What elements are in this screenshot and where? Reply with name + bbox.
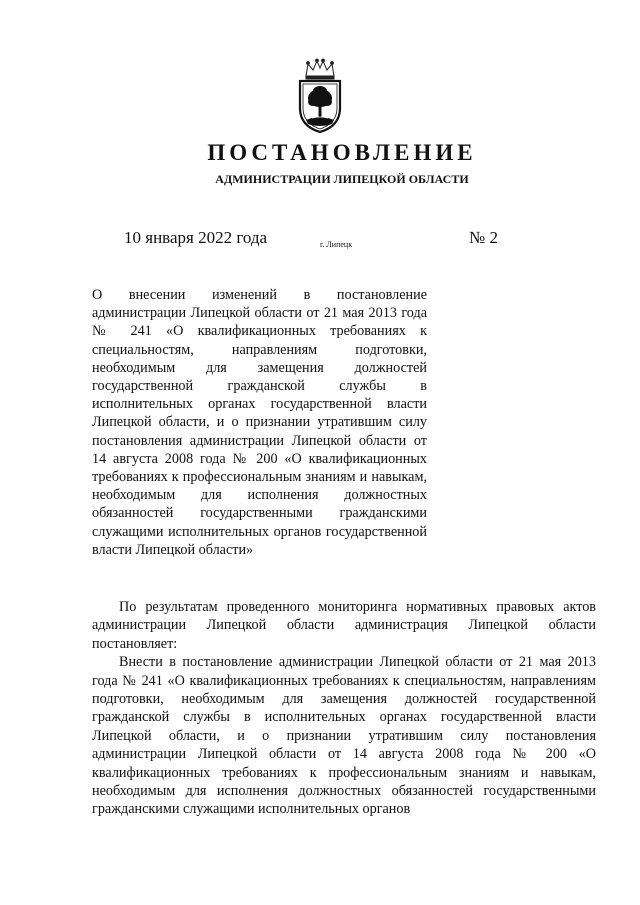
document-date: 10 января 2022 года bbox=[124, 228, 268, 247]
document-number: № 2 bbox=[469, 228, 498, 247]
paragraph-preamble: По результатам проведенного мониторинга нормативных правовых актов администрации Липецкой области администрация Липецкой области постановляет: bbox=[92, 599, 596, 652]
document-city: г. Липецк bbox=[320, 240, 353, 249]
document-subject: О внесении изменений в постановление администрации Липецкой области от 21 мая 2013 года № 241 «О квалификационных требованиях к специальностям, направлениям подготовки, необходимым для замещения должностей государственной гражданской службы в исполнительных органах государственной власти Липецкой области, и о признании утратившим силу постановления администрации Липецкой области от 14 августа 2008 года № 200 «О квалификационных требованиях к профессиональным знаниям и навыкам, необходимым для исполнения должностных обязанностей государственными гражданскими служащими исполнительных органов государственной власти Липецкой области» bbox=[92, 287, 427, 558]
document-title: ПОСТАНОВЛЕНИЕ bbox=[207, 140, 477, 165]
paragraph-resolution: Внести в постановление администрации Липецкой области от 21 мая 2013 года № 241 «О квалификационных требованиях к специальностям, направлениям подготовки, необходимым для замещения должностей государственной гражданской службы в исполнительных органах государственной власти Липецкой области, и о признании утратившим силу постановления администрации Липецкой области от 14 августа 2008 года № 200 «О квалификационных требованиях к профессиональным знаниям и навыкам, необходимым для исполнения должностных обязанностей государственными гражданскими служащими исполнительных органов bbox=[92, 654, 596, 818]
document-subtitle: АДМИНИСТРАЦИИ ЛИПЕЦКОЙ ОБЛАСТИ bbox=[215, 172, 469, 186]
document-body bbox=[92, 598, 596, 819]
coat-of-arms-icon bbox=[292, 58, 348, 134]
